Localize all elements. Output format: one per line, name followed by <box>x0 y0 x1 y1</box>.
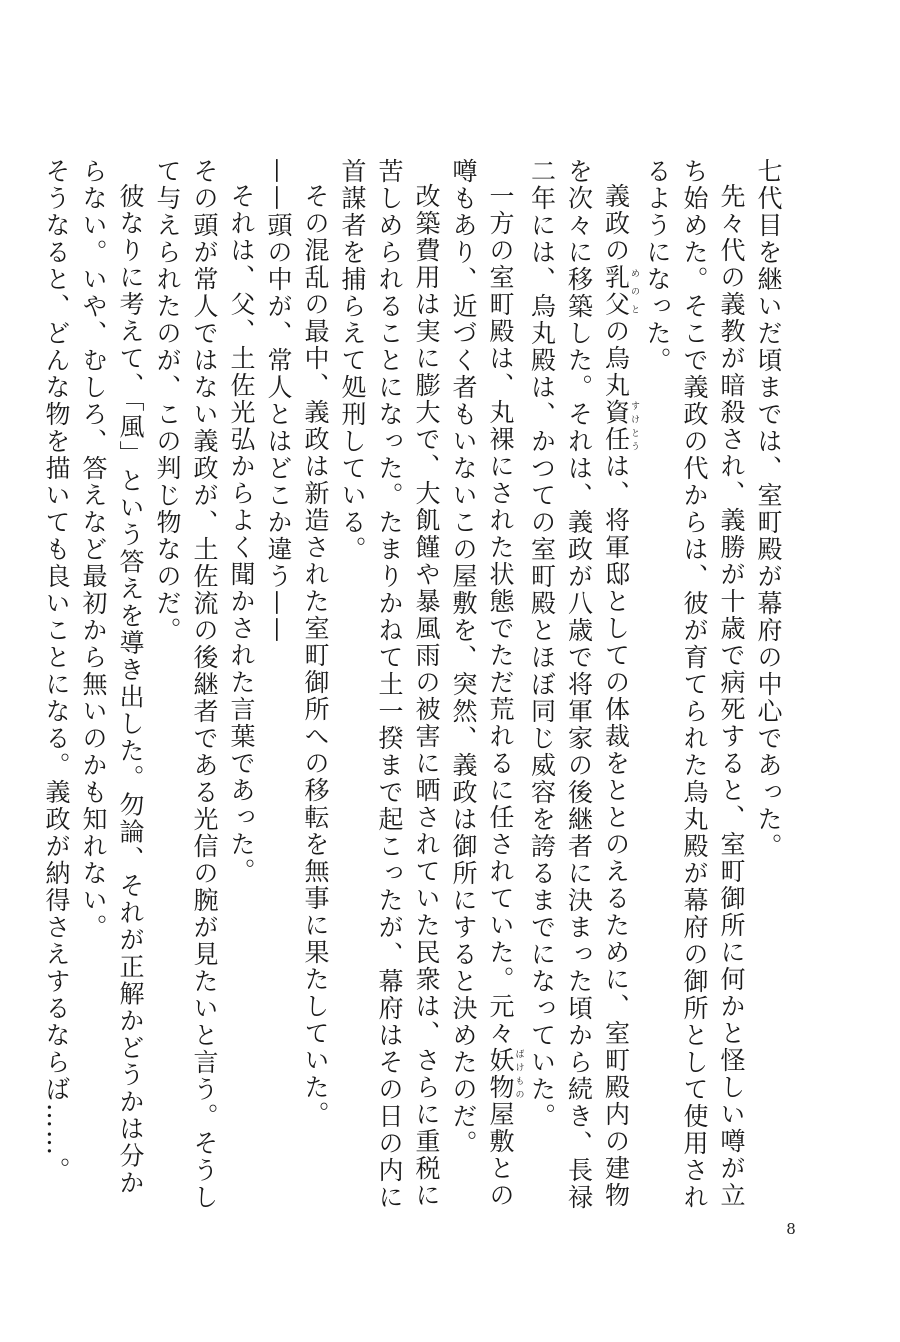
paragraph-9: その頭が常人ではない義政が、土佐流の後継者である光信の腕が見たいと言う。そうして与えられたのが、この判じ物なのだ。 <box>153 158 219 1211</box>
page-number: 8 <box>786 1220 796 1238</box>
ruby-suketou: 資任すけとう <box>601 399 639 453</box>
paragraph-6: その混乱の最中、義政は新造された室町御所への移転を無事に果たしていた。 <box>301 183 330 1128</box>
ruby-menoto: 乳父めのと <box>601 264 639 318</box>
paragraph-3-part: は、将軍邸としての体裁をととのえるために、室町殿内の建物を次々に移築した。それは、義政が八歳で将軍家の後継者に決まった頃から続き、長禄二年には、烏丸殿は、かつての室町殿とほぼ同じ威容を誇るまでになっていた。 <box>527 158 631 1211</box>
paragraph-5: 改築費用は実に膨大で、大飢饉や暴風雨の被害に晒されていた民衆は、さらに重税に苦しめられることになった。たまりかねて土一揆まで起こったが、幕府はその日の内に首謀者を捕らえて処刑している。 <box>338 158 441 1211</box>
paragraph-8: それは、父、土佐光弘からよく聞かされた言葉であった。 <box>227 183 256 885</box>
paragraph-4 <box>445 158 524 1218</box>
ruby-bakemono: 妖物ばけもの <box>486 1047 524 1101</box>
paragraph-3-part: 義政の <box>601 183 631 264</box>
paragraph-1: 七代目を継いだ頃までは、室町殿が幕府の中心であった。 <box>754 158 783 860</box>
paragraph-7: ——頭の中が、常人とはどこか違う—— <box>264 158 293 644</box>
paragraph-4-part: 一方の室町殿は、丸裸にされた状態でただ荒れるに任されていた。元々 <box>486 183 515 1047</box>
vertical-text-body <box>42 158 787 1218</box>
paragraph-2: 先々代の義教が暗殺され、義勝が十歳で病死すると、室町御所に何かと怪しい噂が立ち始めた。そこで義政の代からは、彼が育てられた烏丸殿が幕府の御所として使用されるようになった。 <box>643 158 746 1211</box>
paragraph-11: そうなると、どんな物を描いても良いことになる。義政が納得さえするならば……。 <box>42 158 71 1184</box>
paragraph-10: 彼なりに考えて、「風」という答えを導き出した。勿論、それが正解かどうかは分からない。いや、むしろ、答えなど最初から無いのかも知れない。 <box>79 158 145 1197</box>
paragraph-3-part: の烏丸 <box>601 318 631 399</box>
paragraph-3 <box>524 158 640 1218</box>
paragraph-4-part: 屋敷との噂もあり、近づく者もいないこの屋敷を、突然、義政は御所にすると決めたのだ。 <box>449 158 515 1209</box>
